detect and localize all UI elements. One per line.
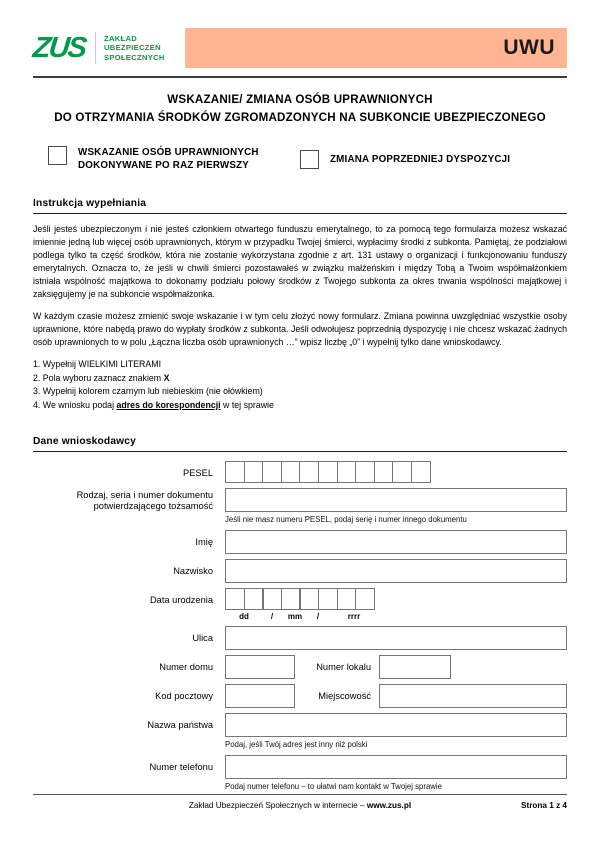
document-input[interactable] [225,488,567,512]
document-label-line1: Rodzaj, seria i numer dokumentu [76,490,213,501]
hint-year: rrrr [347,612,361,622]
char-cell[interactable] [392,461,412,483]
rule-item-3 [33,385,567,399]
form-code: UWU [503,36,555,59]
org-name-line3: SPOŁECZNYCH [104,52,165,62]
page-title [33,91,567,126]
birth-date-format-hint [225,612,567,621]
form-code-bar [185,28,567,68]
city-input[interactable] [379,684,567,708]
rule-4-number: 4. [33,399,41,410]
rule-item-2 [33,372,567,386]
birth-date-label: Data urodzenia [149,595,213,606]
char-cell[interactable] [374,461,394,483]
house-flat-row [33,655,567,679]
page-number: Strona 1 z 4 [521,801,567,810]
char-cell[interactable] [281,461,301,483]
rule-1-text: Wypełnij WIELKIMI LITERAMI [42,359,162,369]
pesel-input[interactable] [225,461,567,483]
document-label-line2: potwierdzającego tożsamość [93,501,213,512]
first-designation-label [78,146,259,172]
house-no-label: Numer domu [159,662,213,673]
pesel-row [33,461,567,483]
filling-rules-list [33,358,567,412]
char-cell[interactable] [281,588,301,610]
char-cell[interactable] [262,461,282,483]
first-designation-label-line2: DOKONYWANE PO RAZ PIERWSZY [78,160,250,171]
rule-1-number: 1. [33,359,41,369]
country-input[interactable] [225,713,567,737]
char-cell[interactable] [225,461,245,483]
footer-website [33,801,567,811]
street-row [33,626,567,650]
org-name-line2: UBEZPIECZEŃ [104,43,161,53]
first-name-label: Imię [195,537,213,548]
country-note: Podaj, jeśli Twój adres jest inny niż polski [225,740,368,750]
rule-4-text-post: w tej sprawie [220,399,274,410]
char-cell[interactable] [262,588,282,610]
phone-row [33,755,567,792]
phone-note: Podaj numer telefonu – to ułatwi nam kontakt w Twojej sprawie [225,782,442,792]
last-name-input[interactable] [225,559,567,583]
hint-sep1: / [270,612,274,622]
hint-month: mm [287,612,303,622]
document-note: Jeśli nie masz numeru PESEL, podaj serię i numer innego dokumentu [225,515,467,525]
rule-3-number: 3. [33,386,41,397]
page-title-line1: WSKAZANIE/ ZMIANA OSÓB UPRAWNIONYCH [167,93,433,106]
char-cell[interactable] [244,588,264,610]
house-no-input[interactable] [225,655,295,679]
instructions-paragraph-1: Jeśli jesteś ubezpieczonym i nie jesteś członkiem otwartego funduszu emerytalnego, to za pomocą tego formularza możesz wskazać imiennie jedną lub więcej osób uprawnionych, którym w przypadku Twojej śmierci, wypłacimy środki z subkonta. Pamiętaj, że podziałowi podlega tylko ta część środków, która nie zostanie wykorzystana zgodnie z art. 131 ustawy o organizacji i funkcjonowaniu funduszy emerytalnych. Oznacza to, że jeśli w chwili śmierci pozostawałeś w związku małżeńskim i między Tobą a Twoim współmałżonkiem istniała wspólność majątkowa to dokonamy podziału połowy środków z Twojego subkonta za okres trwania wspólności majątkowej i zaksięgujemy je na subkoncie współmałżonka. [33,224,567,299]
change-disposition-checkbox[interactable] [300,150,319,169]
char-cell[interactable] [355,461,375,483]
postal-code-label: Kod pocztowy [155,691,213,702]
rule-4-text: We wniosku podaj [42,399,117,410]
first-name-row [33,530,567,554]
applicant-section [33,436,567,792]
char-cell[interactable] [225,588,245,610]
char-cell[interactable] [318,461,338,483]
city-label: Miejscowość [318,690,371,701]
choice-first-designation[interactable] [48,146,300,172]
char-cell[interactable] [411,461,431,483]
first-designation-label-line1: WSKAZANIE OSÓB UPRAWNIONYCH [78,147,259,158]
change-disposition-label: ZMIANA POPRZEDNIEJ DYSPOZYCJI [330,153,511,165]
org-name [104,34,165,63]
char-cell[interactable] [337,588,357,610]
flat-no-input[interactable] [379,655,451,679]
char-cell[interactable] [244,461,264,483]
instructions-section [33,198,567,412]
rule-4-emphasis: adres do korespondencji [116,399,221,410]
last-name-label: Nazwisko [173,566,213,577]
form-type-choices [33,146,567,172]
instructions-paragraph-2: W każdym czasie możesz zmienić swoje wskazanie i w tym celu złożyć nowy formularz. Zmiana powinna uwzględniać wszystkie osoby uprawnione, które nabędą prawo do wypłaty środków z subkonta. Jeśli odwołujesz poprzednią dyspozycję i nie chcesz wskazać żadnych osób uprawnionych to w polu „Łączna liczba osób uprawnionych …” wpisz liczbę „0” i wypełnij tylko dane wnioskodawcy. [33,311,567,347]
hint-sep2: / [316,612,320,622]
last-name-row [33,559,567,583]
page-title-line2: DO OTRZYMANIA ŚRODKÓW ZGROMADZONYCH NA SUBKONCIE UBEZPIECZONEGO [54,110,546,124]
header [33,28,567,68]
country-label: Nazwa państwa [147,720,213,731]
rule-item-1 [33,358,567,372]
pesel-label: PESEL [183,468,213,479]
rule-2-bold: X [163,372,170,383]
header-rule [33,76,567,78]
rule-2-number: 2. [33,372,41,383]
char-cell[interactable] [318,588,338,610]
rule-item-4 [33,399,567,413]
hint-day: dd [239,612,249,622]
footer [33,794,567,810]
char-cell[interactable] [355,588,375,610]
postal-code-input[interactable] [225,684,295,708]
document-row [33,488,567,525]
phone-label: Numer telefonu [149,762,213,773]
choice-change-disposition[interactable] [300,146,510,172]
birth-date-row [33,588,567,621]
street-input[interactable] [225,626,567,650]
rule-2-text: Pola wyboru zaznacz znakiem [42,372,164,383]
birth-date-input[interactable] [225,588,567,610]
char-cell[interactable] [299,588,319,610]
applicant-heading: Dane wnioskodawcy [33,436,567,452]
char-cell[interactable] [337,461,357,483]
flat-no-label: Numer lokalu [316,661,371,672]
country-row [33,713,567,750]
first-designation-checkbox[interactable] [48,146,67,165]
instructions-heading: Instrukcja wypełniania [33,198,567,214]
document-label [33,488,225,512]
char-cell[interactable] [299,461,319,483]
postal-city-row [33,684,567,708]
org-name-line1: ZAKŁAD [104,33,138,43]
first-name-input[interactable] [225,530,567,554]
street-label: Ulica [192,633,213,644]
footer-website-url: www.zus.pl [366,801,412,810]
phone-input[interactable] [225,755,567,779]
rule-3-text: Wypełnij kolorem czarnym lub niebieskim (nie ołówkiem) [42,386,263,397]
zus-logo [33,28,185,68]
footer-website-text: Zakład Ubezpieczeń Społecznych w internecie – [188,801,367,810]
zus-logo-mark: ZUS [31,31,87,64]
